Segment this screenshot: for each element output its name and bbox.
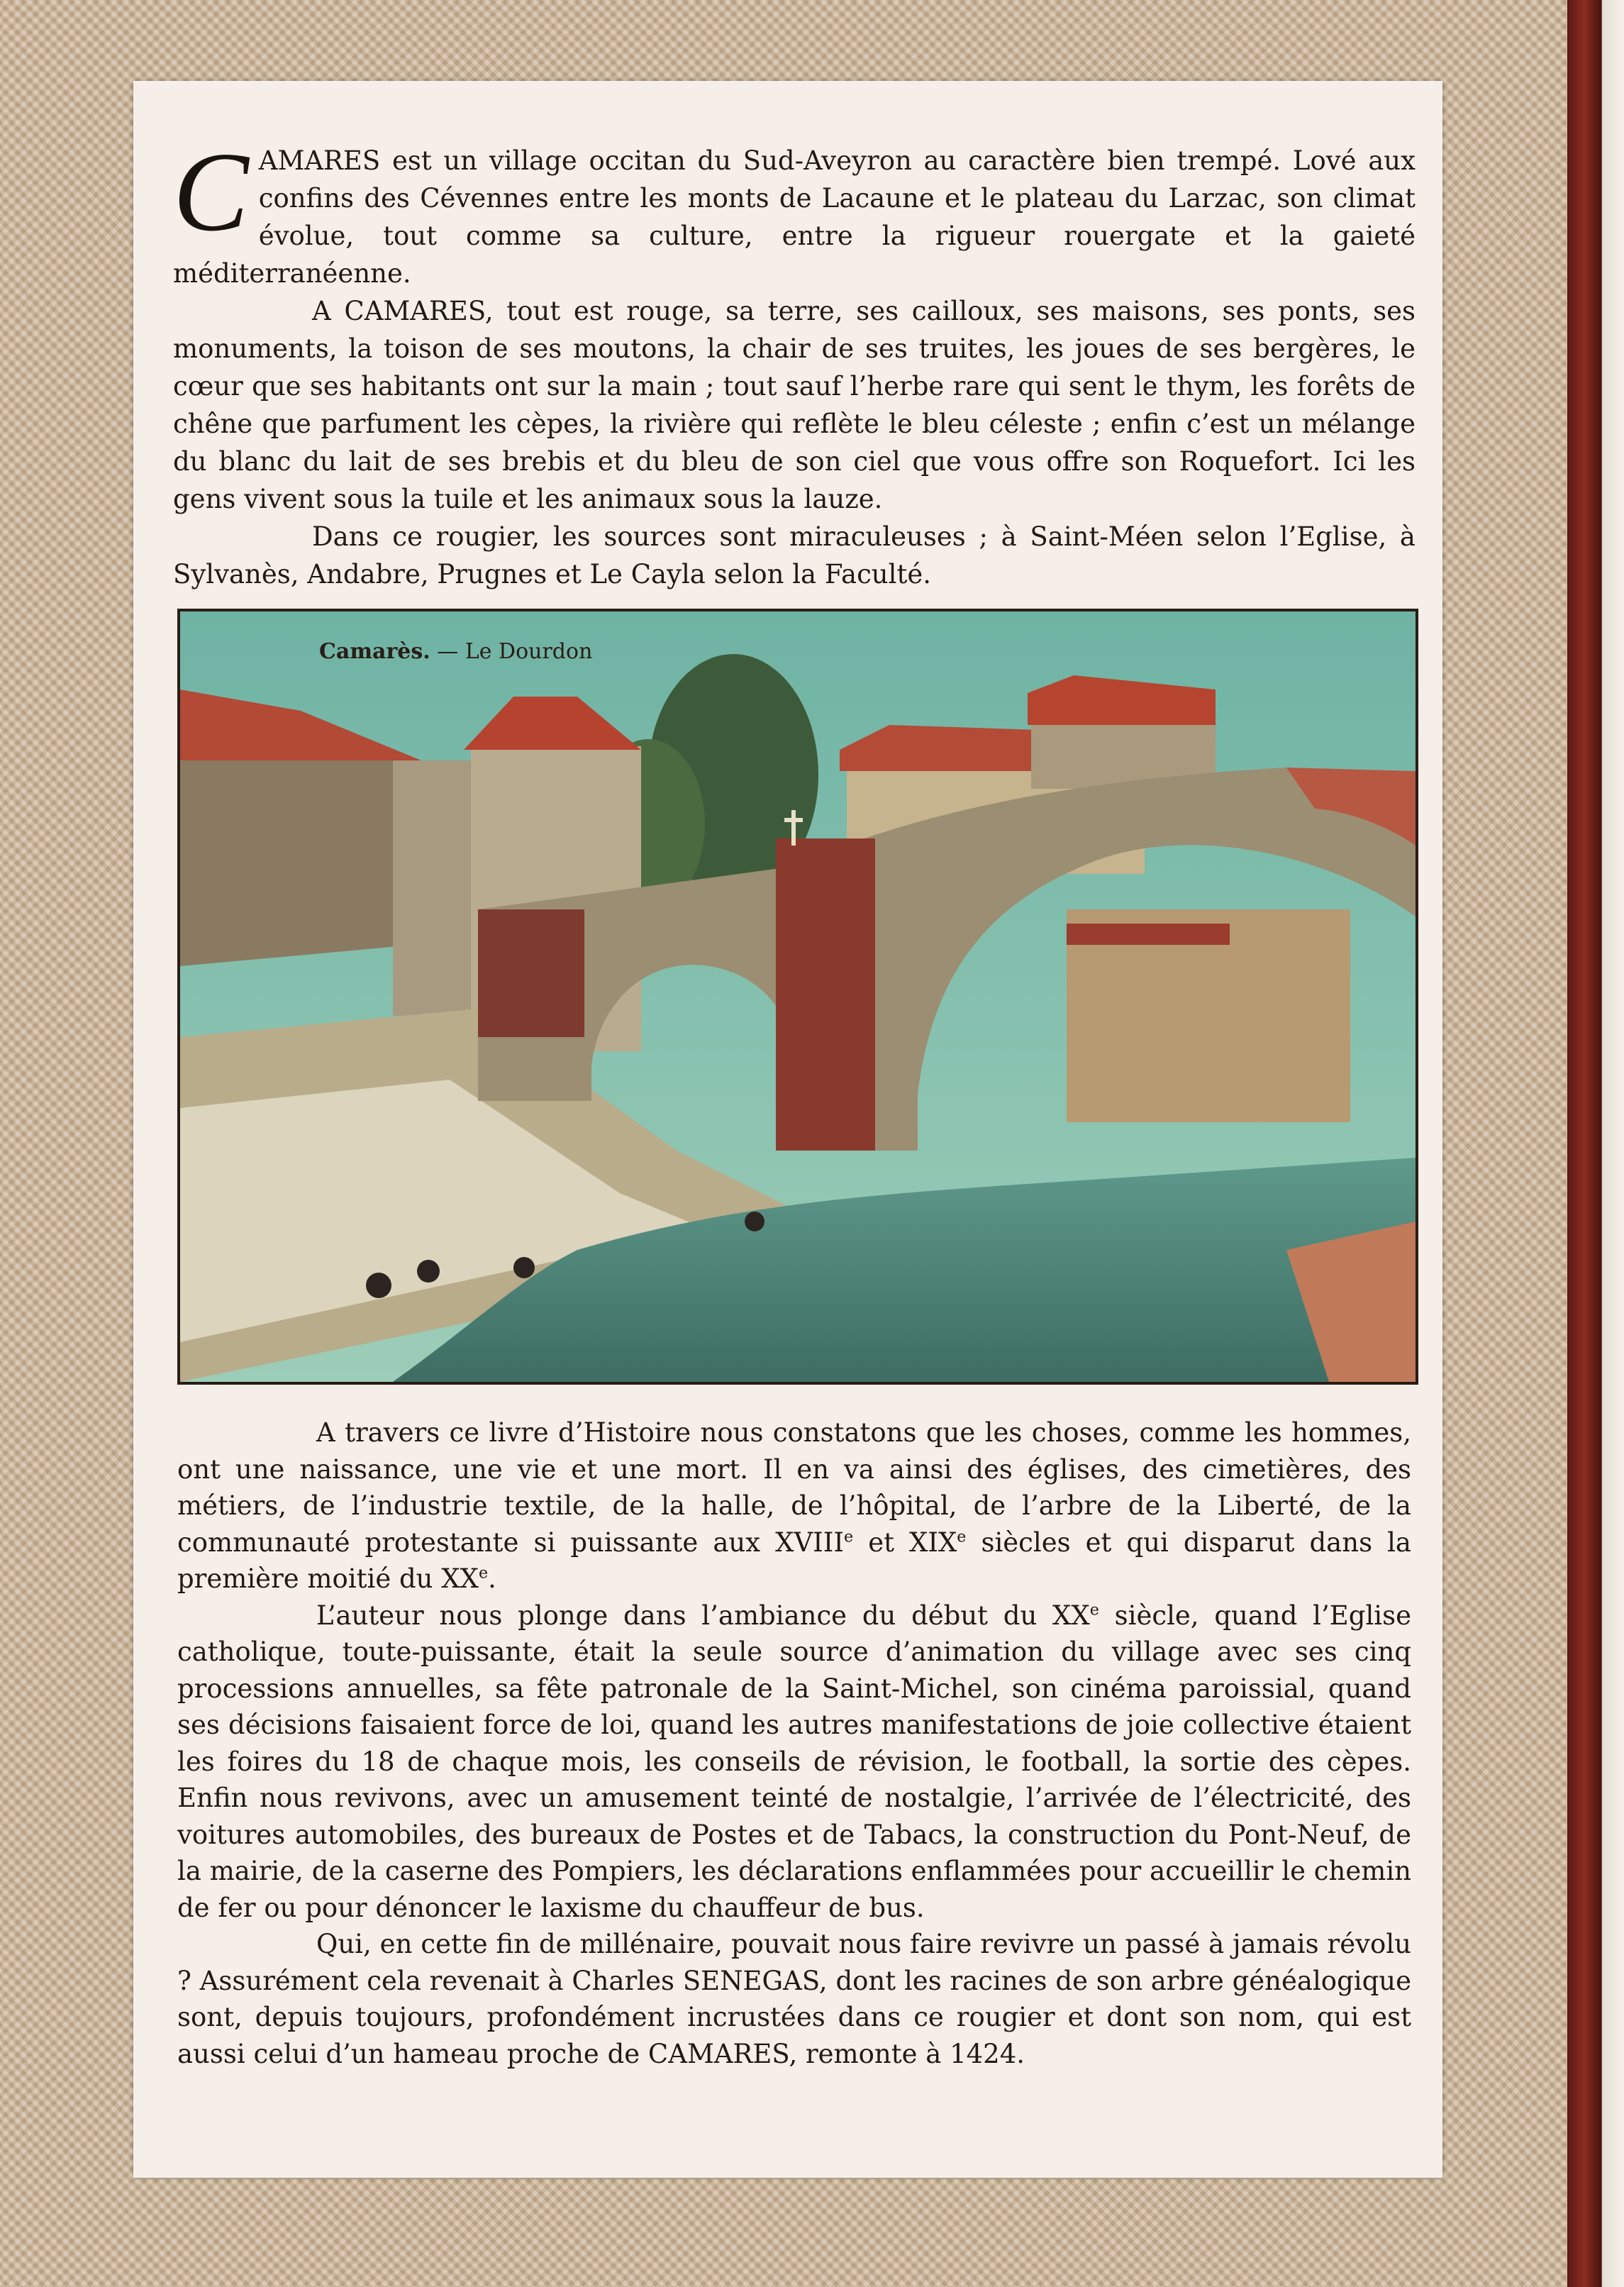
figure [366, 1273, 391, 1298]
superscript: e [478, 1563, 489, 1583]
svg-text:Camarès. — Le Dourdon [319, 639, 592, 664]
balcony [1067, 924, 1230, 945]
intro-paragraph-3: Dans ce rougier, les sources sont miraculeuses ; à Saint-Méen selon l’Eglise, à Sylvanès, Andabre, Prugnes et Le Cayla selon la Faculté. [173, 521, 1416, 589]
drop-cap: C [173, 128, 249, 255]
intro-paragraph-1 [173, 128, 1416, 292]
outro-p2-part-b: siècle, quand l’Eglise catholique, toute-puissante, était la seule source d’animation du village avec ses cinq processions annuelles, sa fête patronale de la Saint-Michel, son cinéma paroissial, quand ses décisions faisaient force de loi, quand les autres manifestations de joie collective étaient les foires du 18 de chaque mois, les conseils de révision, le football, la sortie des cèpes. Enfin nous revivons, avec un amusement teinté de nostalgie, l’arrivée de l’électricité, des voitures automobiles, des bureaux de Postes et de Tabacs, la construction du Pont-Neuf, de la mairie, de la caserne des Pompiers, les déclarations enflammées pour accueillir le chemin de fer ou pour dénoncer le laxisme du chauffeur de bus. [177, 1600, 1411, 1923]
figure [513, 1257, 535, 1278]
outro-paragraph-1 [177, 1414, 1411, 1597]
superscript: e [844, 1527, 854, 1546]
postcard-photo [177, 609, 1418, 1385]
superscript: e [1089, 1600, 1099, 1619]
intro-paragraph-2: A CAMARES, tout est rouge, sa terre, ses cailloux, ses maisons, ses ponts, ses monuments, la toison de ses moutons, la chair de ses truites, les joues de ses bergères, le cœur que ses habitants ont sur la main ; tout sauf l’herbe rare qui sent le thym, les forêts de chêne que parfument les cèpes, la rivière qui reflète le bleu céleste ; enfin c’est un mélange du blanc du lait de ses brebis et du bleu de son ciel que vous offre son Roquefort. Ici les gens vivent sous la tuile et les animaux sous la lauze. [173, 296, 1416, 514]
postcard-caption-place: Camarès. [319, 639, 430, 664]
figure [417, 1260, 440, 1283]
bridge-wall [478, 909, 584, 1037]
intro-paragraph-1-text: AMARES est un village occitan du Sud-Aveyron au caractère bien trempé. Lové aux confins des Cévennes entre les monts de Lacaune et le plateau du Larzac, son climat évolue, tout comme sa culture, entre la rigueur rouergate et la gaieté méditerranéenne. [173, 145, 1416, 289]
outro-paragraph-2 [177, 1597, 1411, 1927]
postcard-illustration [180, 611, 1416, 1382]
outro-p1-part-d: . [488, 1563, 496, 1594]
book-spine [1567, 0, 1624, 2287]
postcard-caption-subject: Le Dourdon [465, 639, 593, 664]
outro-paragraph-3: Qui, en cette fin de millénaire, pouvait nous faire revivre un passé à jamais révolu ? Assurément cela revenait à Charles SENEGAS, dont les racines de son arbre généalogique sont, depuis toujours, profondément incrustées dans ce rougier et dont son nom, qui est aussi celui d’un hameau proche de CAMARES, remonte à 1424. [177, 1929, 1411, 2069]
intro-text [173, 128, 1416, 593]
superscript: e [957, 1527, 967, 1546]
postcard-caption-dash: — [430, 639, 465, 664]
figure [745, 1212, 764, 1231]
outro-p2-part-a: L’auteur nous plonge dans l’ambiance du début du XX [316, 1600, 1090, 1631]
outro-text [177, 1414, 1411, 2072]
outro-p1-part-b: et XIX [853, 1527, 957, 1558]
bridge-pier [776, 838, 875, 1151]
outro-p1-part-a: A travers ce livre d’Histoire nous constatons que les choses, comme les hommes, ont une naissance, une vie et une mort. Il en va ainsi des églises, des cimetières, des métiers, de l’industrie textile, de la halle, de l’hôpital, de l’arbre de la Liberté, de la communauté protestante si puissante aux XVIII [177, 1417, 1411, 1558]
outro-p1-part-c: siècles et qui disparut dans la première moitié du XX [177, 1527, 1411, 1594]
book-page [133, 81, 1442, 2178]
